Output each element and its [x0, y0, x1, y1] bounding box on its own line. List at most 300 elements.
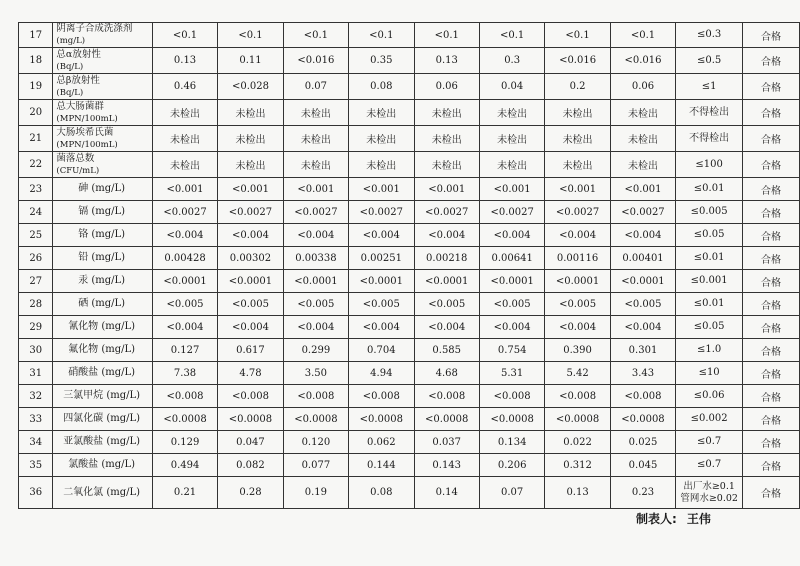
table-row [19, 362, 800, 385]
sample-value: <0.008 [349, 385, 414, 408]
result-value: 合格 [743, 126, 800, 152]
sample-value: 未检出 [545, 100, 610, 126]
preparer-name: 王伟 [686, 512, 711, 526]
sample-value: 未检出 [283, 100, 348, 126]
sample-value: 0.28 [218, 477, 283, 509]
sample-value: 0.206 [479, 454, 544, 477]
item-name-line: 二氧化氯 (mg/L) [63, 486, 141, 498]
sample-value: <0.0001 [545, 270, 610, 293]
sample-value: 0.00401 [610, 247, 675, 270]
sample-value: 0.11 [218, 48, 283, 74]
sample-value: <0.004 [545, 224, 610, 247]
item-name-line: 总大肠菌群 [56, 100, 104, 112]
sample-value: <0.004 [545, 316, 610, 339]
sample-value: 0.025 [610, 431, 675, 454]
sample-value: 未检出 [479, 126, 544, 152]
item-name-line: 氟化物 (mg/L) [68, 344, 136, 355]
result-value: 合格 [743, 100, 800, 126]
sample-value: 0.00251 [349, 247, 414, 270]
table-row [19, 477, 800, 509]
row-number: 31 [19, 362, 53, 385]
sample-value: 0.301 [610, 339, 675, 362]
item-name-line: 铅 (mg/L) [78, 252, 126, 263]
limit-line: ≤0.3 [696, 29, 722, 40]
sample-value: <0.004 [218, 316, 283, 339]
result-value: 合格 [743, 152, 800, 178]
sample-value: <0.004 [283, 316, 348, 339]
sample-value: 0.46 [152, 74, 217, 100]
sample-value: <0.0027 [152, 201, 217, 224]
sample-value: <0.0008 [479, 408, 544, 431]
limit-line: ≤10 [698, 367, 720, 378]
item-unit-line: (MPN/100mL) [56, 113, 118, 124]
item-name-line: 镉 (mg/L) [78, 206, 126, 217]
table-row [19, 431, 800, 454]
sample-value: <0.005 [545, 293, 610, 316]
sample-value: 0.077 [283, 454, 348, 477]
result-value: 合格 [743, 339, 800, 362]
limit-value [676, 339, 743, 362]
row-number: 17 [19, 23, 53, 48]
limit-line: ≤0.005 [690, 206, 728, 217]
sample-value: <0.005 [283, 293, 348, 316]
table-row [19, 339, 800, 362]
sample-value: 4.68 [414, 362, 479, 385]
item-name-line: 大肠埃希氏菌 [56, 126, 114, 138]
sample-value: <0.0001 [283, 270, 348, 293]
table-row [19, 385, 800, 408]
row-number: 23 [19, 178, 53, 201]
row-number: 19 [19, 74, 53, 100]
sample-value: <0.005 [152, 293, 217, 316]
limit-line: ≤0.7 [696, 459, 722, 470]
sample-value: <0.0008 [349, 408, 414, 431]
limit-value [676, 454, 743, 477]
row-number: 29 [19, 316, 53, 339]
limit-value [676, 74, 743, 100]
sample-value: <0.0027 [283, 201, 348, 224]
limit-value [676, 48, 743, 74]
item-name [53, 247, 152, 270]
sample-value: <0.016 [610, 48, 675, 74]
result-value: 合格 [743, 477, 800, 509]
sample-value: 3.43 [610, 362, 675, 385]
sample-value: 0.00302 [218, 247, 283, 270]
result-value: 合格 [743, 316, 800, 339]
sample-value: 0.00428 [152, 247, 217, 270]
sample-value: <0.008 [218, 385, 283, 408]
item-name [53, 316, 152, 339]
sample-value: 0.127 [152, 339, 217, 362]
item-name-line: 三氯甲烷 (mg/L) [63, 390, 141, 401]
limit-line: ≤0.06 [693, 390, 725, 401]
table-row [19, 408, 800, 431]
sample-value: 0.134 [479, 431, 544, 454]
sample-value: <0.1 [610, 23, 675, 48]
row-number: 34 [19, 431, 53, 454]
limit-value [676, 293, 743, 316]
item-name [53, 454, 152, 477]
limit-line: ≤0.01 [693, 252, 725, 263]
limit-line: ≤0.002 [690, 413, 728, 424]
sample-value: 0.312 [545, 454, 610, 477]
limit-value [676, 152, 743, 178]
item-unit-line: (Bq/L) [56, 61, 84, 72]
sample-value: 0.13 [414, 48, 479, 74]
result-value: 合格 [743, 23, 800, 48]
result-value: 合格 [743, 48, 800, 74]
limit-line: ≤0.05 [693, 321, 725, 332]
item-name-line: 菌落总数 [56, 152, 95, 164]
sample-value: 0.00116 [545, 247, 610, 270]
table-row [19, 178, 800, 201]
sample-value: <0.028 [218, 74, 283, 100]
item-name-line: 硝酸盐 (mg/L) [68, 367, 136, 378]
result-value: 合格 [743, 74, 800, 100]
sample-value: <0.0001 [610, 270, 675, 293]
limit-line: ≤0.001 [690, 275, 728, 286]
table-row [19, 74, 800, 100]
sample-value: 未检出 [349, 100, 414, 126]
sample-value: 0.13 [545, 477, 610, 509]
sample-value: <0.004 [152, 224, 217, 247]
limit-value [676, 477, 743, 509]
limit-value [676, 270, 743, 293]
sample-value: <0.008 [479, 385, 544, 408]
sample-value: <0.001 [414, 178, 479, 201]
sample-value: 0.120 [283, 431, 348, 454]
limit-line: 不得检出 [689, 106, 730, 118]
limit-line: ≤1 [701, 80, 717, 92]
result-value: 合格 [743, 247, 800, 270]
sample-value: 0.06 [610, 74, 675, 100]
result-value: 合格 [743, 293, 800, 316]
result-value: 合格 [743, 362, 800, 385]
sample-value: 0.07 [283, 74, 348, 100]
sample-value: 0.617 [218, 339, 283, 362]
sample-value: <0.004 [152, 316, 217, 339]
limit-line: ≤0.01 [693, 183, 725, 194]
item-name [53, 152, 152, 178]
sample-value: <0.001 [283, 178, 348, 201]
sample-value: 未检出 [545, 152, 610, 178]
item-name [53, 270, 152, 293]
sample-value: <0.0027 [545, 201, 610, 224]
sample-value: 0.585 [414, 339, 479, 362]
sample-value: 未检出 [610, 152, 675, 178]
sample-value: <0.004 [218, 224, 283, 247]
row-number: 18 [19, 48, 53, 74]
sample-value: <0.1 [414, 23, 479, 48]
sample-value: <0.004 [283, 224, 348, 247]
sample-value: <0.001 [218, 178, 283, 201]
sample-value: <0.0027 [414, 201, 479, 224]
result-value: 合格 [743, 454, 800, 477]
sample-value: <0.005 [610, 293, 675, 316]
sample-value: <0.0027 [349, 201, 414, 224]
table-row [19, 100, 800, 126]
sample-value: <0.004 [610, 316, 675, 339]
row-number: 27 [19, 270, 53, 293]
item-name-line: 铬 (mg/L) [78, 229, 126, 240]
item-name [53, 201, 152, 224]
result-value: 合格 [743, 178, 800, 201]
limit-value [676, 316, 743, 339]
limit-line: ≤0.5 [696, 54, 722, 66]
sample-value: 未检出 [218, 100, 283, 126]
table-row [19, 293, 800, 316]
sample-value: <0.0027 [218, 201, 283, 224]
item-name [53, 100, 152, 126]
sample-value: 3.50 [283, 362, 348, 385]
sample-value: <0.1 [349, 23, 414, 48]
sample-value: <0.004 [479, 224, 544, 247]
item-name [53, 48, 152, 74]
sample-value: 0.00641 [479, 247, 544, 270]
limit-value [676, 247, 743, 270]
sample-value: <0.0001 [479, 270, 544, 293]
sample-value: <0.001 [152, 178, 217, 201]
row-number: 28 [19, 293, 53, 316]
sample-value: <0.005 [479, 293, 544, 316]
preparer-signature [636, 510, 711, 527]
limit-value [676, 178, 743, 201]
row-number: 24 [19, 201, 53, 224]
sample-value: 0.2 [545, 74, 610, 100]
item-name-line: 总α放射性 [56, 48, 101, 60]
row-number: 33 [19, 408, 53, 431]
sample-value: 0.13 [152, 48, 217, 74]
sample-value: <0.0008 [545, 408, 610, 431]
table-body [19, 23, 800, 509]
item-name-line: 四氯化碳 (mg/L) [63, 413, 141, 424]
table-row [19, 126, 800, 152]
sample-value: <0.004 [349, 224, 414, 247]
item-unit-line: (MPN/100mL) [56, 139, 118, 150]
sample-value: 0.00338 [283, 247, 348, 270]
item-name [53, 477, 152, 509]
row-number: 36 [19, 477, 53, 509]
limit-value [676, 362, 743, 385]
sample-value: 0.21 [152, 477, 217, 509]
item-name-line: 总β放射性 [56, 74, 100, 86]
row-number: 20 [19, 100, 53, 126]
result-value: 合格 [743, 385, 800, 408]
sample-value: 5.31 [479, 362, 544, 385]
sample-value: 0.23 [610, 477, 675, 509]
item-name-line: 硒 (mg/L) [78, 298, 126, 309]
result-value: 合格 [743, 201, 800, 224]
table-row [19, 224, 800, 247]
sample-value: <0.1 [218, 23, 283, 48]
table-row [19, 152, 800, 178]
sample-value: <0.001 [610, 178, 675, 201]
sample-value: <0.016 [283, 48, 348, 74]
item-name [53, 408, 152, 431]
table-row [19, 454, 800, 477]
sample-value: 0.045 [610, 454, 675, 477]
sample-value: 7.38 [152, 362, 217, 385]
table-row [19, 48, 800, 74]
sample-value: 未检出 [283, 126, 348, 152]
sample-value: 未检出 [283, 152, 348, 178]
sample-value: 0.00218 [414, 247, 479, 270]
limit-value [676, 23, 743, 48]
item-unit-line: (Bq/L) [56, 87, 84, 98]
sample-value: <0.1 [479, 23, 544, 48]
sample-value: 0.3 [479, 48, 544, 74]
sample-value: 未检出 [152, 152, 217, 178]
sample-value: 0.047 [218, 431, 283, 454]
sample-value: <0.008 [283, 385, 348, 408]
sample-value: <0.004 [349, 316, 414, 339]
sample-value: 0.14 [414, 477, 479, 509]
sample-value: 0.129 [152, 431, 217, 454]
limit-value [676, 431, 743, 454]
sample-value: <0.008 [152, 385, 217, 408]
preparer-label: 制表人: [636, 512, 677, 526]
sample-value: 0.754 [479, 339, 544, 362]
limit-value [676, 408, 743, 431]
sample-value: <0.1 [545, 23, 610, 48]
sample-value: <0.0008 [610, 408, 675, 431]
sample-value: <0.1 [283, 23, 348, 48]
limit-value [676, 126, 743, 152]
limit-line: 管网水≥0.02 [680, 492, 738, 504]
limit-line: 出厂水≥0.1 [683, 480, 735, 492]
item-unit-line: (mg/L) [56, 36, 86, 46]
sample-value: <0.0027 [610, 201, 675, 224]
sample-value: <0.0001 [218, 270, 283, 293]
result-value: 合格 [743, 431, 800, 454]
sample-value: 0.143 [414, 454, 479, 477]
item-name [53, 385, 152, 408]
sample-value: <0.004 [479, 316, 544, 339]
table-row [19, 316, 800, 339]
item-name-line: 阴离子合成洗涤剂 [56, 23, 133, 34]
item-name [53, 339, 152, 362]
sample-value: <0.004 [414, 316, 479, 339]
sample-value: 0.06 [414, 74, 479, 100]
limit-line: ≤100 [695, 158, 723, 170]
sample-value: 0.35 [349, 48, 414, 74]
table-row [19, 247, 800, 270]
item-name [53, 293, 152, 316]
sample-value: 4.78 [218, 362, 283, 385]
item-name-line: 氰化物 (mg/L) [68, 321, 136, 332]
sample-value: <0.016 [545, 48, 610, 74]
sample-value: 0.19 [283, 477, 348, 509]
sample-value: 0.494 [152, 454, 217, 477]
sample-value: 0.062 [349, 431, 414, 454]
table-row [19, 270, 800, 293]
item-name-line: 汞 (mg/L) [78, 275, 126, 286]
limit-value [676, 385, 743, 408]
sample-value: <0.008 [545, 385, 610, 408]
sample-value: <0.001 [479, 178, 544, 201]
table-row [19, 23, 800, 48]
sample-value: <0.0001 [152, 270, 217, 293]
sample-value: 未检出 [610, 100, 675, 126]
sample-value: 未检出 [479, 152, 544, 178]
sample-value: 未检出 [152, 126, 217, 152]
sample-value: 未检出 [349, 152, 414, 178]
sample-value: 5.42 [545, 362, 610, 385]
result-value: 合格 [743, 224, 800, 247]
item-name [53, 431, 152, 454]
row-number: 21 [19, 126, 53, 152]
sample-value: 未检出 [479, 100, 544, 126]
limit-line: ≤0.01 [693, 298, 725, 309]
sample-value: 未检出 [218, 152, 283, 178]
sample-value: 0.04 [479, 74, 544, 100]
item-name [53, 126, 152, 152]
item-unit-line: (CFU/mL) [56, 165, 100, 176]
sample-value: <0.004 [414, 224, 479, 247]
sample-value: <0.0008 [414, 408, 479, 431]
sample-value: 4.94 [349, 362, 414, 385]
row-number: 30 [19, 339, 53, 362]
item-name-line: 亚氯酸盐 (mg/L) [63, 436, 141, 447]
sample-value: 0.022 [545, 431, 610, 454]
sample-value: <0.001 [349, 178, 414, 201]
sample-value: <0.1 [152, 23, 217, 48]
sample-value: 0.390 [545, 339, 610, 362]
row-number: 22 [19, 152, 53, 178]
item-name-line: 砷 (mg/L) [78, 183, 126, 194]
sample-value: 未检出 [152, 100, 217, 126]
sample-value: 未检出 [610, 126, 675, 152]
limit-line: 不得检出 [689, 132, 730, 144]
sample-value: 0.08 [349, 74, 414, 100]
result-value: 合格 [743, 408, 800, 431]
sample-value: 未检出 [414, 126, 479, 152]
sample-value: <0.001 [545, 178, 610, 201]
sample-value: <0.008 [610, 385, 675, 408]
row-number: 25 [19, 224, 53, 247]
item-name [53, 178, 152, 201]
row-number: 26 [19, 247, 53, 270]
sample-value: 未检出 [218, 126, 283, 152]
sample-value: <0.0008 [283, 408, 348, 431]
limit-value [676, 224, 743, 247]
limit-value [676, 201, 743, 224]
sample-value: <0.0001 [414, 270, 479, 293]
limit-value [676, 100, 743, 126]
water-quality-table [18, 22, 800, 509]
sample-value: 未检出 [414, 100, 479, 126]
sample-value: <0.005 [349, 293, 414, 316]
sample-value: <0.008 [414, 385, 479, 408]
item-name [53, 362, 152, 385]
sample-value: 未检出 [545, 126, 610, 152]
limit-line: ≤0.7 [696, 436, 722, 447]
sample-value: 未检出 [414, 152, 479, 178]
sample-value: 0.299 [283, 339, 348, 362]
limit-line: ≤1.0 [696, 344, 722, 355]
row-number: 35 [19, 454, 53, 477]
sample-value: 0.037 [414, 431, 479, 454]
item-name [53, 74, 152, 100]
row-number: 32 [19, 385, 53, 408]
sample-value: <0.004 [610, 224, 675, 247]
sample-value: <0.005 [414, 293, 479, 316]
sample-value: 0.144 [349, 454, 414, 477]
item-name [53, 224, 152, 247]
sample-value: 0.08 [349, 477, 414, 509]
sample-value: <0.0001 [349, 270, 414, 293]
result-value: 合格 [743, 270, 800, 293]
